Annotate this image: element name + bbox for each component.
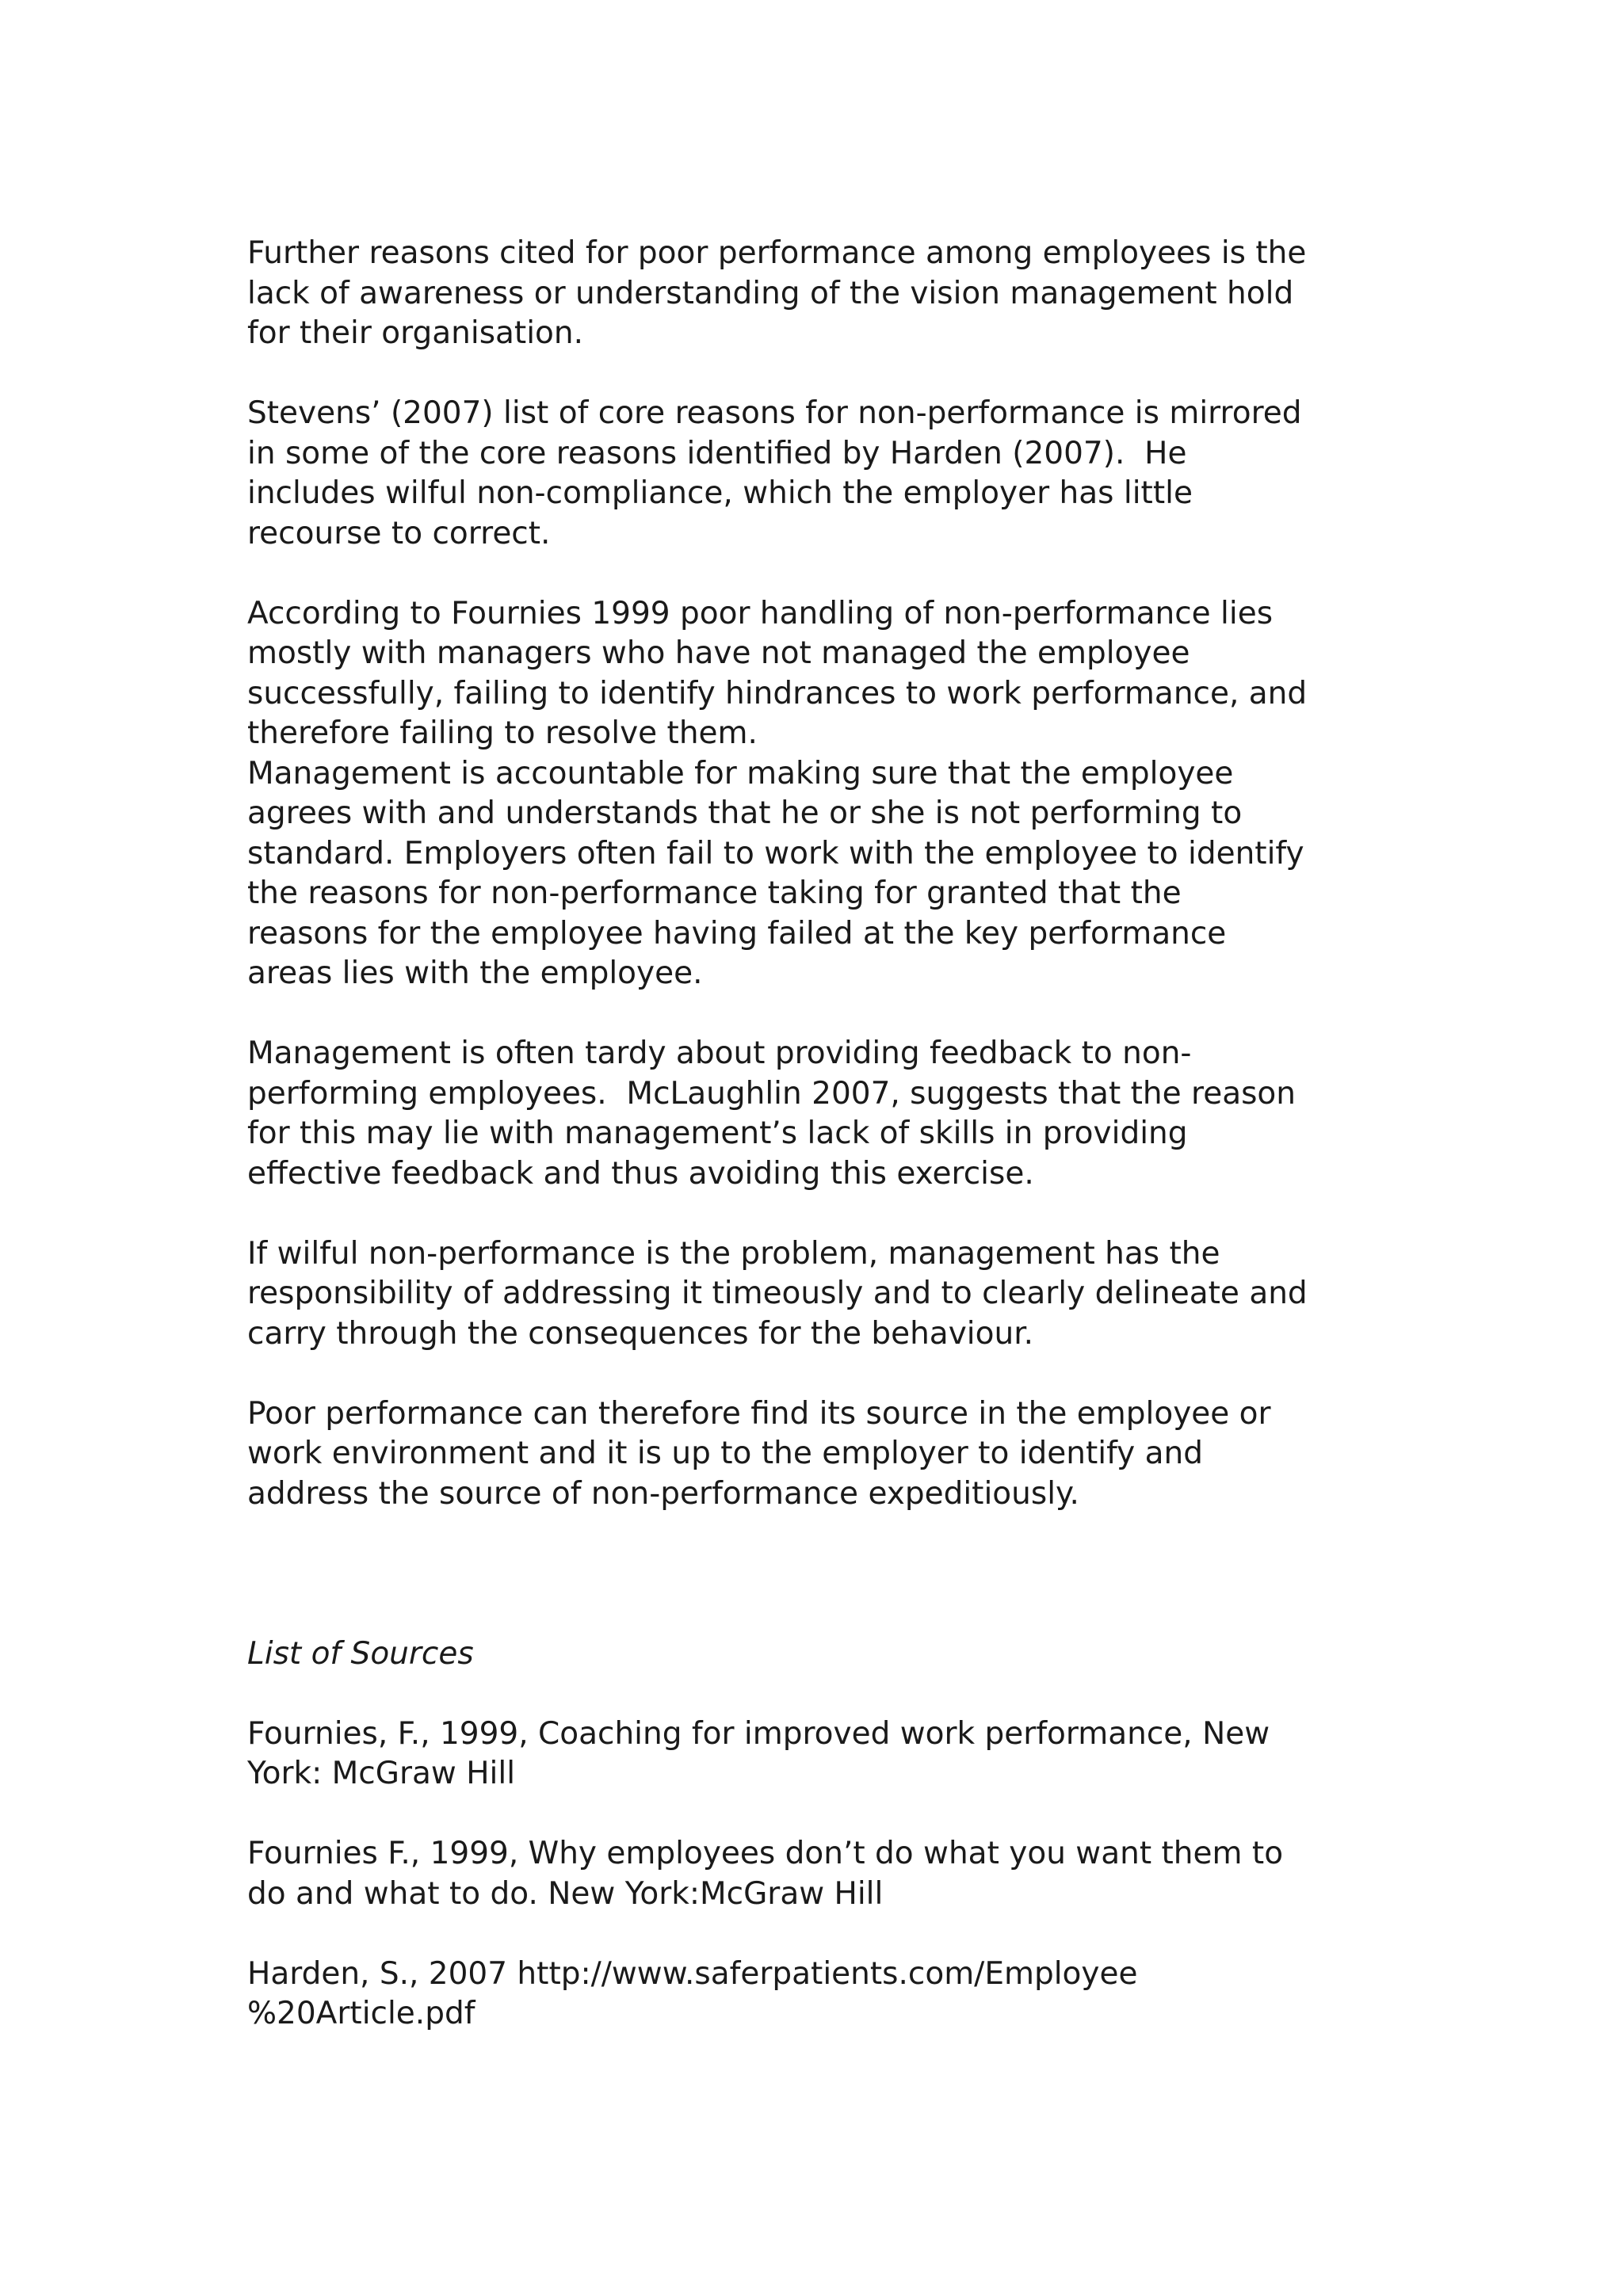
text-line: carry through the consequences for the behaviour. xyxy=(247,1315,1034,1352)
paragraph-fournies xyxy=(247,594,1404,754)
sources-heading: List of Sources xyxy=(247,1635,474,1672)
text-line: reasons for the employee having failed at the key performance xyxy=(247,915,1227,952)
source-entry xyxy=(247,1714,1404,1794)
document-body xyxy=(247,234,1404,2035)
text-line: in some of the core reasons identified by Harden (2007). He xyxy=(247,435,1187,471)
text-line: responsibility of addressing it timeously and to clearly delineate and xyxy=(247,1276,1308,1311)
text-line: lack of awareness or understanding of the vision management hold xyxy=(247,275,1294,311)
source-entry xyxy=(247,1955,1404,2035)
paragraph-management-accountable xyxy=(247,754,1404,994)
paragraph-wilful-non-performance xyxy=(247,1234,1404,1355)
text-line: do and what to do. New York:McGraw Hill xyxy=(247,1875,884,1912)
text-line: areas lies with the employee. xyxy=(247,955,703,991)
text-line: effective feedback and thus avoiding this exercise. xyxy=(247,1155,1034,1192)
text-line: Fournies, F., 1999, Coaching for improved work performance, New xyxy=(247,1715,1270,1752)
text-line: for this may lie with management’s lack of skills in providing xyxy=(247,1116,1188,1151)
text-line: Fournies F., 1999, Why employees don’t do what you want them to xyxy=(247,1836,1284,1871)
text-line: %20Article.pdf xyxy=(247,1996,475,2031)
source-entry xyxy=(247,1834,1404,1914)
text-line: standard. Employers often fail to work with the employee to identify xyxy=(247,835,1304,871)
text-line: Further reasons cited for poor performance among employees is the xyxy=(247,235,1307,271)
text-line: Poor performance can therefore find its source in the employee or xyxy=(247,1395,1271,1432)
text-line: therefore failing to resolve them. xyxy=(247,715,758,751)
text-line: performing employees. McLaughlin 2007, suggests that the reason xyxy=(247,1075,1296,1112)
text-line: According to Fournies 1999 poor handling of non-performance lies xyxy=(247,595,1274,631)
paragraph-stevens-harden xyxy=(247,394,1404,554)
text-line: Stevens’ (2007) list of core reasons for non-performance is mirrored xyxy=(247,395,1302,431)
section-spacer xyxy=(247,1514,1404,1594)
paragraph-conclusion xyxy=(247,1394,1404,1515)
text-line: successfully, failing to identify hindrances to work performance, and xyxy=(247,675,1308,711)
text-line: includes wilful non-compliance, which the employer has little xyxy=(247,475,1193,511)
text-line: the reasons for non-performance taking for granted that the xyxy=(247,875,1182,911)
paragraph-vision-awareness xyxy=(247,234,1404,354)
text-line: work environment and it is up to the employer to identify and xyxy=(247,1436,1204,1471)
text-line: York: McGraw Hill xyxy=(247,1756,516,1791)
text-line: for their organisation. xyxy=(247,315,584,351)
text-line: Management is often tardy about providing feedback to non- xyxy=(247,1035,1192,1071)
text-line: agrees with and understands that he or she is not performing to xyxy=(247,795,1243,831)
text-line: Harden, S., 2007 http://www.saferpatients.com/Employee xyxy=(247,1955,1138,1992)
text-line: address the source of non-performance expeditiously. xyxy=(247,1475,1079,1512)
text-line: If wilful non-performance is the problem, management has the xyxy=(247,1235,1220,1272)
paragraph-feedback xyxy=(247,1034,1404,1194)
text-line: mostly with managers who have not managed the employee xyxy=(247,635,1190,671)
text-line: Management is accountable for making sure that the employee xyxy=(247,755,1234,791)
text-line: recourse to correct. xyxy=(247,515,551,551)
